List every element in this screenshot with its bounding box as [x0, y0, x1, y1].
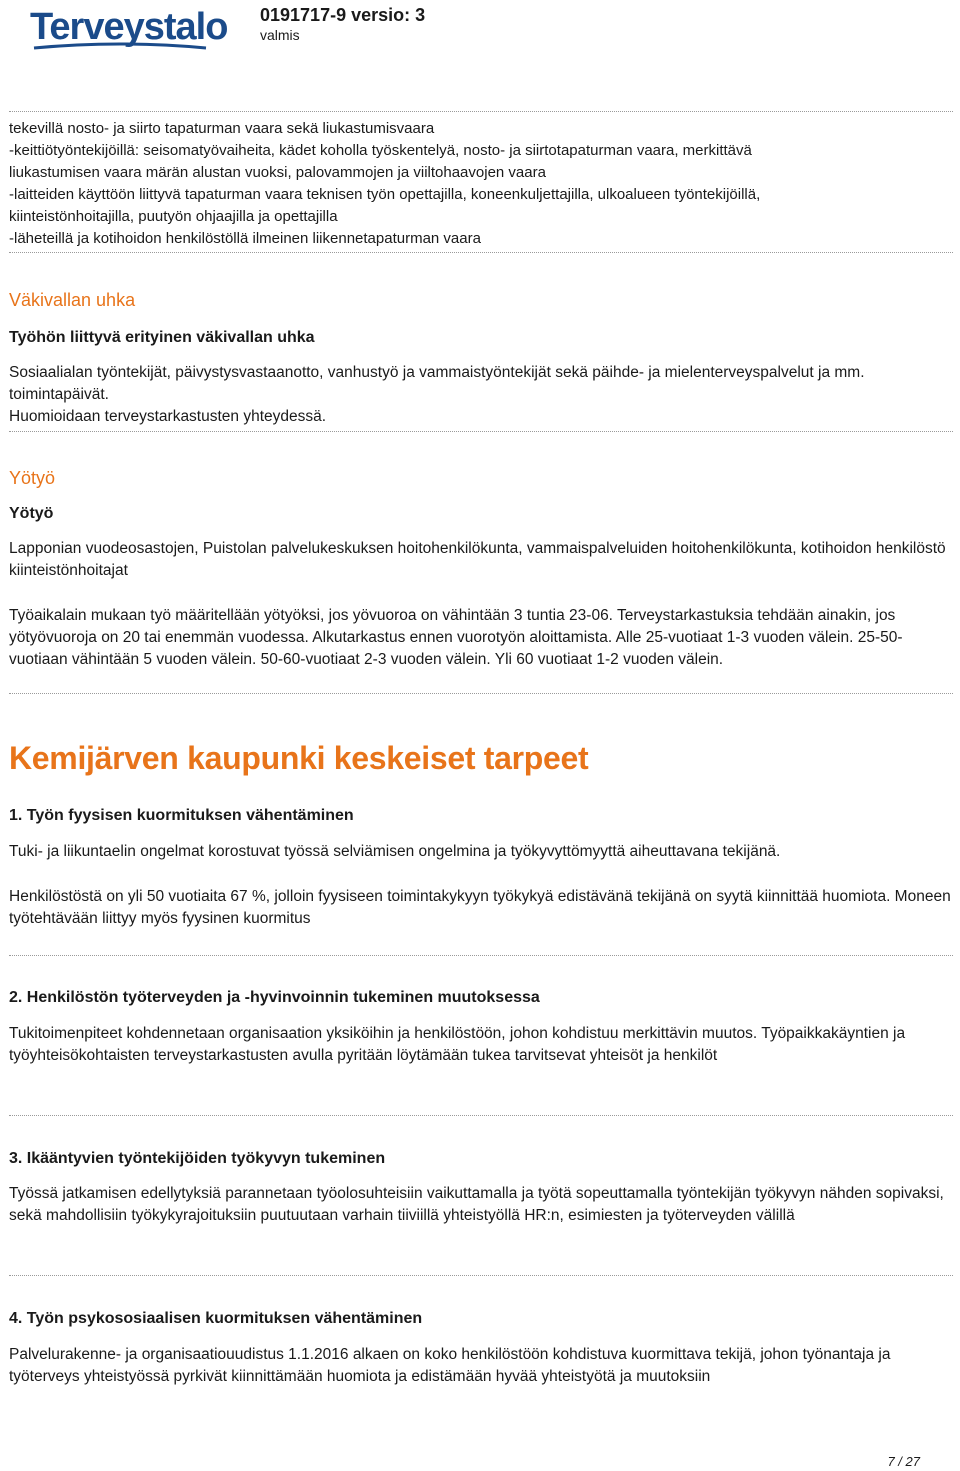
divider	[9, 431, 953, 432]
paragraph: Tukitoimenpiteet kohdennetaan organisaation yksiköihin ja henkilöstöön, johon kohdistuu merkittävin muutos. Työpaikkakäyntien ja työyhteisökohtaisten terveystarkastusten avulla pyritään löytämään tukea tarvitsevat yhteisöt ja henkilöt	[9, 1025, 906, 1064]
need-title-3: 3. Ikääntyvien työntekijöiden työkyvyn tukeminen	[9, 1150, 386, 1167]
divider	[9, 955, 953, 956]
logo-swoosh-icon	[32, 42, 208, 50]
list-item: kiinteistönhoitajilla, puutyön ohjaajilla ja opettajilla	[9, 208, 338, 225]
list-item: -läheteillä ja kotihoidon henkilöstöllä ilmeinen liikennetapaturman vaara	[9, 230, 481, 247]
night-work-heading: Yötyö	[9, 468, 56, 488]
need-title-1: 1. Työn fyysisen kuormituksen vähentäminen	[9, 807, 354, 824]
logo-text: Terveystalo	[30, 6, 228, 48]
need-text-4	[9, 1344, 953, 1388]
violence-subheading: Työhön liittyvä erityinen väkivallan uhka	[9, 329, 315, 346]
paragraph: Palvelurakenne- ja organisaatiouudistus 1.1.2016 alkaen on koko henkilöstöön kohdistuva kuormittava tekijä, johon työnantaja ja työterveys yhteistyössä pyrkivät kiinnittämään huomiota ja edistämään hyvää yhteistyötä ja muutoksiin	[9, 1346, 891, 1385]
violence-text	[9, 362, 953, 428]
night-work-subheading: Yötyö	[9, 505, 54, 522]
divider	[9, 111, 953, 112]
paragraph: Sosiaalialan työntekijät, päivystysvastaanotto, vanhustyö ja vammaistyöntekijät sekä päihde- ja mielenterveyspalvelut ja mm. toimintapäivät.	[9, 364, 865, 403]
page-number: 7 / 27	[887, 1454, 920, 1469]
divider	[9, 693, 953, 694]
need-title-2: 2. Henkilöstön työterveyden ja -hyvinvoinnin tukeminen muutoksessa	[9, 989, 540, 1006]
violence-heading: Väkivallan uhka	[9, 290, 136, 310]
paragraph: Tuki- ja liikuntaelin ongelmat korostuvat työssä selviämisen ongelmina ja työkyvyttömyyttä aiheuttavana tekijänä.	[9, 843, 781, 860]
divider	[9, 1275, 953, 1276]
divider	[9, 1115, 953, 1116]
paragraph: Lapponian vuodeosastojen, Puistolan palvelukeskuksen hoitohenkilökunta, vammaispalveluiden hoitohenkilökunta, kotihoidon henkilöstö kiinteistönhoitajat	[9, 540, 946, 579]
paragraph: Huomioidaan terveystarkastusten yhteydessä.	[9, 408, 327, 425]
paragraph: Henkilöstöstä on yli 50 vuotiaita 67 %, jolloin fyysiseen toimintakykyyn työkykyä edistävänä tekijänä on syytä kiinnittää huomiota. Moneen työtehtävään liittyy myös fyysinen kuormitus	[9, 888, 951, 927]
need-text-1a	[9, 841, 953, 863]
document-status: valmis	[260, 27, 300, 43]
needs-heading: Kemijärven kaupunki keskeiset tarpeet	[9, 740, 589, 776]
risk-list	[9, 118, 953, 250]
list-item: liukastumisen vaara märän alustan vuoksi, palovammojen ja viiltohaavojen vaara	[9, 164, 546, 181]
list-item: -laitteiden käyttöön liittyvä tapaturman vaara teknisen työn opettajilla, koneenkuljettajilla, ulkoalueen työntekijöillä,	[9, 186, 761, 203]
night-work-text-1	[9, 538, 953, 582]
night-work-text-2	[9, 605, 953, 671]
document-id: 0191717-9 versio: 3	[260, 5, 426, 25]
paragraph: Työssä jatkamisen edellytyksiä parannetaan työolosuhteisiin vaikuttamalla ja työtä sopeuttamalla työntekijän työkyvyn nähden sopivaksi, sekä mahdollisiin työkykyrajoituksiin puutuutaan varhain tiiviillä yhteistyöllä HR:n, esimiesten ja työterveyden välillä	[9, 1185, 944, 1224]
page-header	[0, 0, 960, 60]
need-text-3	[9, 1183, 953, 1227]
need-text-1b	[9, 886, 953, 930]
list-item: tekevillä nosto- ja siirto tapaturman vaara sekä liukastumisvaara	[9, 120, 435, 137]
need-title-4: 4. Työn psykososiaalisen kuormituksen vähentäminen	[9, 1310, 423, 1327]
divider	[9, 252, 953, 253]
paragraph: Työaikalain mukaan työ määritellään yötyöksi, jos yövuoroa on vähintään 3 tuntia 23-06. Terveystarkastuksia tehdään ainakin, jos yötyövuoroja on 20 tai enemmän vuodessa. Alkutarkastus ennen vuorotyön aloittamista. Alle 25-vuotiaat 1-3 vuoden välein. 25-50-vuotiaan vähintään 5 vuoden välein. 50-60-vuotiaat 2-3 vuoden välein. Yli 60 vuotiaat 1-2 vuoden välein.	[9, 607, 903, 668]
list-item: -keittiötyöntekijöillä: seisomatyövaiheita, kädet koholla työskentelyä, nosto- ja siirtotapaturman vaara, merkittävä	[9, 142, 752, 159]
need-text-2	[9, 1023, 953, 1067]
